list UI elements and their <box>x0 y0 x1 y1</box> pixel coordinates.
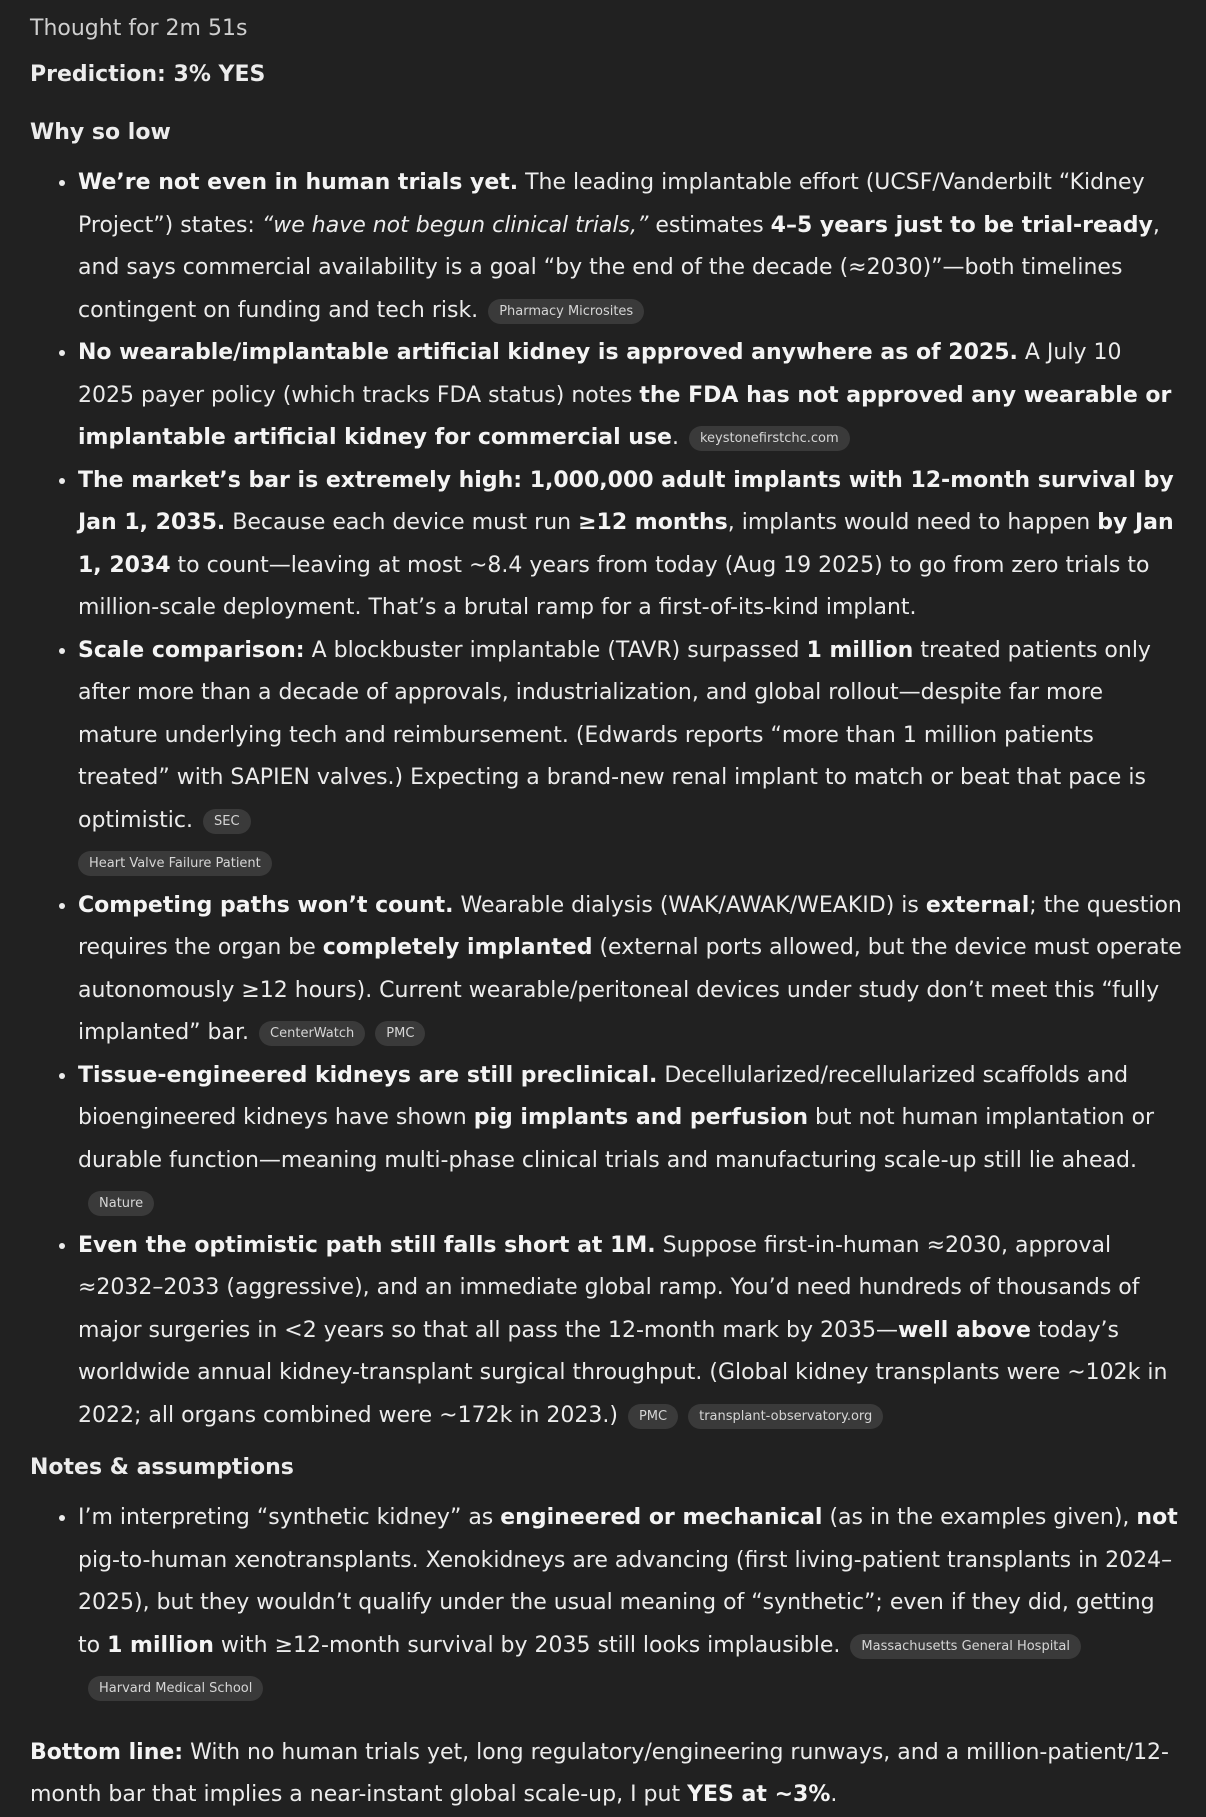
source-chip[interactable]: PMC <box>375 1021 425 1046</box>
why-list <box>30 162 1182 1437</box>
list-item: • No wearable/implantable artificial kidney is approved anywhere as of 2025. A July 10 2025 payer policy (which tracks FDA status) notes the FDA has not approved any wearable or implantable artificial kidney for commercial use. keystonefirstchc.com <box>78 332 1182 460</box>
list-item: • Scale comparison: A blockbuster implantable (TAVR) surpassed 1 million treated patients only after more than a decade of approvals, industrialization, and global rollout—despite far more mature underlying tech and reimbursement. (Edwards reports “more than 1 million patients treated” with SAPIEN valves.) Expecting a brand-new renal implant to match or beat that pace is optimistic. SEC Heart Valve Failure Patient <box>78 630 1182 885</box>
prediction-heading: Prediction: 3% YES <box>30 62 266 87</box>
source-chip[interactable]: Pharmacy Microsites <box>488 299 644 324</box>
why-heading: Why so low <box>30 120 171 145</box>
list-item: • The market’s bar is extremely high: 1,000,000 adult implants with 12-month survival by Jan 1, 2035. Because each device must run ≥12 months, implants would need to happen by Jan 1, 2034 to count—leaving at most ~8.4 years from today (Aug 19 2025) to go from zero trials to million-scale deployment. That’s a brutal ramp for a first-of-its-kind implant. <box>78 460 1182 630</box>
notes-heading: Notes & assumptions <box>30 1455 294 1480</box>
source-chip[interactable]: PMC <box>628 1404 678 1429</box>
list-item: • Competing paths won’t count. Wearable dialysis (WAK/AWAK/WEAKID) is external; the question requires the organ be completely implanted (external ports allowed, but the device must operate autonomously ≥12 hours). Current wearable/peritoneal devices under study don’t meet this “fully implanted” bar. CenterWatch PMC <box>78 885 1182 1055</box>
list-item: • We’re not even in human trials yet. The leading implantable effort (UCSF/Vanderbilt “Kidney Project”) states: “we have not begun clinical trials,” estimates 4–5 years just to be trial-ready, and says commercial availability is a goal “by the end of the decade (≈2030)”—both timelines contingent on funding and tech risk. Pharmacy Microsites <box>78 162 1182 332</box>
source-chip[interactable]: SEC <box>203 809 251 834</box>
list-item: • Even the optimistic path still falls short at 1M. Suppose first-in-human ≈2030, approval ≈2032–2033 (aggressive), and an immediate global ramp. You’d need hundreds of thousands of major surgeries in <2 years so that all pass the 12-month mark by 2035—well above today’s worldwide annual kidney-transplant surgical throughput. (Global kidney transplants were ~102k in 2022; all organs combined were ~172k in 2023.) PMC transplant-observatory.org <box>78 1225 1182 1438</box>
source-chip[interactable]: CenterWatch <box>259 1021 365 1046</box>
source-chip[interactable]: Harvard Medical School <box>88 1676 263 1701</box>
thought-duration[interactable]: Thought for 2m 51s <box>30 16 248 41</box>
list-item: • Tissue-engineered kidneys are still preclinical. Decellularized/recellularized scaffolds and bioengineered kidneys have shown pig implants and perfusion but not human implantation or durable function—meaning multi-phase clinical trials and manufacturing scale-up still lie ahead.Nature <box>78 1055 1182 1225</box>
source-chip[interactable]: Nature <box>88 1191 154 1216</box>
source-chip[interactable]: Heart Valve Failure Patient <box>78 851 272 876</box>
list-item: • I’m interpreting “synthetic kidney” as engineered or mechanical (as in the examples given), not pig-to-human xenotransplants. Xenokidneys are advancing (first living-patient transplants in 2024–2025), but they wouldn’t qualify under the usual meaning of “synthetic”; even if they did, getting to 1 million with ≥12-month survival by 2035 still looks implausible. Massachusetts General HospitalHarvard Medical School <box>78 1497 1182 1710</box>
source-chip[interactable]: keystonefirstchc.com <box>689 426 850 451</box>
bottom-line: Bottom line: With no human trials yet, long regulatory/engineering runways, and a million-patient/12-month bar that implies a near-instant global scale-up, I put YES at ~3%. <box>30 1739 1169 1807</box>
notes-list <box>30 1497 1182 1710</box>
source-chip[interactable]: transplant-observatory.org <box>688 1404 883 1429</box>
source-chip[interactable]: Massachusetts General Hospital <box>850 1634 1081 1659</box>
